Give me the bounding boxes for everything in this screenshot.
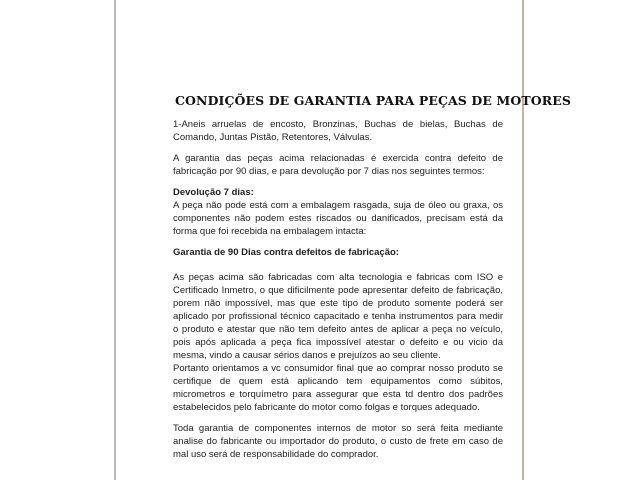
parts-list-paragraph: 1-Aneis arruelas de encosto, Bronzinas, Buchas de bielas, Buchas de Comando, Juntas Pistão, Retentores, Válvulas. (173, 119, 503, 143)
document-content (173, 93, 571, 461)
final-note-paragraph: Toda garantia de componentes internos de motor so será feita mediante analise do fabricante ou importador do produto, o custo de frete em caso de mal uso será de responsabilidade do comprador. (173, 423, 503, 460)
defects-warranty-heading: Garantia de 90 Dias contra defeitos de fabricação: (173, 247, 399, 258)
document-page (114, 0, 571, 480)
page-title: CONDIÇÕES DE GARANTIA PARA PEÇAS DE MOTORES (175, 93, 571, 108)
return-policy-paragraph: A peça não pode está com a embalagem rasgada, suja de óleo ou graxa, os componentes não podem estes riscados ou danificados, precisam está da forma que foi recebida na embalagem intacta: (173, 200, 503, 237)
defects-warranty-paragraph-1: As peças acima são fabricadas com alta tecnologia e fabricas com ISO e Certificado Inmetro, o que dificilmente pode apresentar defeito de fabricação, porem não impossível, mas que este tipo de produto somente poderá ser aplicado por profissional técnico capacitado e tenha instrumentos para medir o produto e atestar que não tem defeito antes de aplicar a peça no veículo, pois após aplicada a peça fica impossível atestar o defeito e ou vicio da mesma, vindo a causar sérios danos e prejuízos ao seu cliente. (173, 272, 503, 361)
defects-warranty-paragraph-2: Portanto orientamos a vc consumidor final que ao comprar nosso produto se certifique de quem está aplicando tem equipamentos como súbitos, micrometros e torquímetro para assegurar que esta td dentro dos padrões estabelecidos pelo fabricante do motor como folgas e torques adequado. (173, 363, 503, 413)
return-policy-heading: Devolução 7 dias: (173, 187, 254, 198)
warranty-summary-paragraph: A garantia das peças acima relacionadas é exercida contra defeito de fabricação por 90 dias, e para devolução por 7 dias nos seguintes termos: (173, 153, 503, 177)
